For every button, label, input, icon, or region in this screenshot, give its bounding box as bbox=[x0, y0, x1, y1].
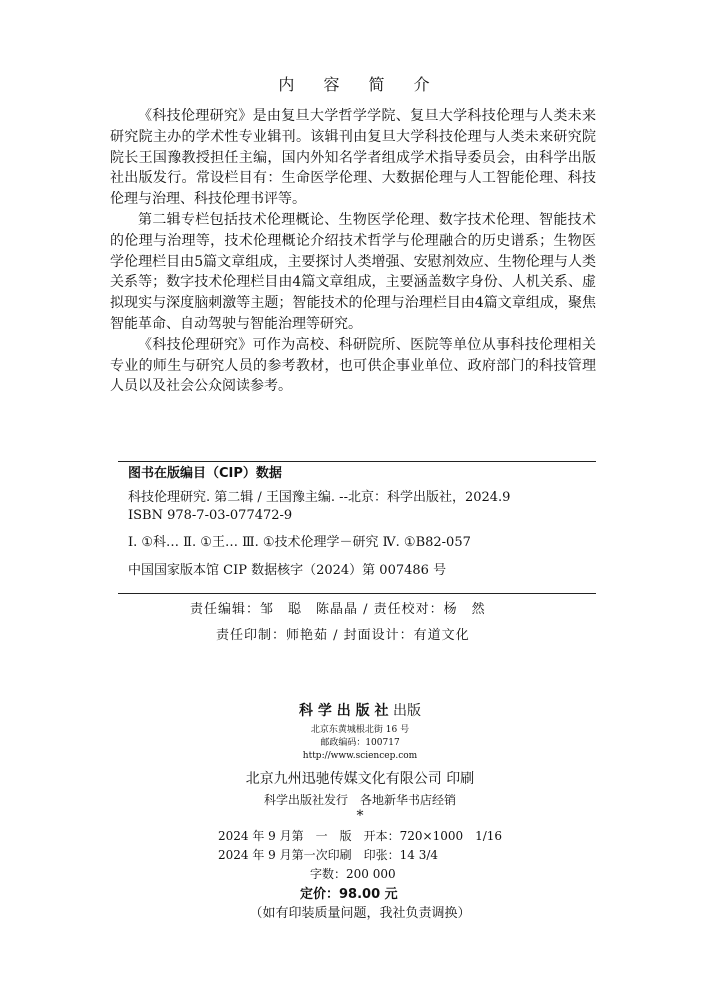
spec-word-count: 字数：200 000 bbox=[310, 867, 396, 881]
cip-classification: Ⅰ. ①科… Ⅱ. ①王… Ⅲ. ①技术伦理学－研究 Ⅳ. ①B82-057 bbox=[128, 535, 471, 550]
cip-bottom-rule bbox=[118, 593, 596, 594]
cip-approval-number: 中国国家版本馆 CIP 数据核字（2024）第 007486 号 bbox=[128, 563, 447, 578]
spec-print: 2024 年 9 月第一次印刷 印张：14 3/4 bbox=[218, 848, 439, 862]
summary-paragraph-2: 第二辑专栏包括技术伦理概论、生物医学伦理、数字技术伦理、智能技术的伦理与治理等，技术伦理概论介绍技术哲学与伦理融合的历史谱系；生物医学伦理栏目由5篇文章组成，主要探讨人类增强、安慰剂效应、生物伦理与人类关系等；数字技术伦理栏目由4篇文章组成，主要涵盖数字身份、人机关系、虚拟现实与深度脑刺激等主题；智能技术的伦理与治理栏目由4篇文章组成，聚焦智能革命、自动驾驶与智能治理等研究。 bbox=[110, 211, 596, 332]
publisher-address: 北京东黄城根北街 16 号 bbox=[310, 725, 410, 735]
cip-title-line: 科技伦理研究. 第二辑 / 王国豫主编. --北京：科学出版社，2024.9 bbox=[128, 490, 511, 505]
summary-section bbox=[110, 106, 596, 397]
summary-paragraph-1: 《科技伦理研究》是由复旦大学哲学学院、复旦大学科技伦理与人类未来研究院主办的学术性专业辑刊。该辑刊由复旦大学科技伦理与人类未来研究院院长王国豫教授担任主编，国内外知名学者组成学术指导委员会，由科学出版社出版发行。常设栏目有：生命医学伦理、大数据伦理与人工智能伦理、科技伦理与治理、科技伦理书评等。 bbox=[110, 108, 596, 208]
editor-credits-line-2: 责任印制：师艳茹 / 封面设计：有道文化 bbox=[216, 628, 470, 643]
cip-top-rule bbox=[118, 461, 596, 462]
publisher-name: 科 学 出 版 社 bbox=[299, 703, 389, 719]
asterisk-separator: * bbox=[356, 808, 364, 824]
cip-block bbox=[128, 463, 588, 580]
distribution-line: 科学出版社发行 各地新华书店经销 bbox=[263, 793, 456, 807]
printer-line: 北京九州迅驰传媒文化有限公司 印刷 bbox=[245, 771, 475, 787]
cip-heading: 图书在版编目（CIP）数据 bbox=[128, 466, 282, 481]
publisher-url: http://www.sciencep.com bbox=[302, 751, 418, 761]
spec-notice: （如有印装质量问题，我社负责调换） bbox=[249, 906, 471, 921]
summary-paragraph-3: 《科技伦理研究》可作为高校、科研院所、医院等单位从事科技伦理相关专业的师生与研究人员的参考教材，也可供企事业单位、政府部门的科技管理人员以及社会公众阅读参考。 bbox=[110, 336, 596, 395]
publisher-block bbox=[0, 700, 720, 823]
publisher-postcode: 邮政编码：100717 bbox=[320, 738, 400, 748]
page-title: 内 容 简 介 bbox=[278, 75, 442, 94]
spec-edition: 2024 年 9 月第 一 版 开本：720×1000 1/16 bbox=[218, 829, 503, 843]
cip-isbn: ISBN 978-7-03-077472-9 bbox=[128, 508, 293, 523]
publisher-name-line bbox=[0, 700, 720, 720]
publisher-name-suffix: 出版 bbox=[388, 703, 421, 719]
spec-price: 定价：98.00 元 bbox=[300, 887, 398, 902]
editor-credits-line-1: 责任编辑：邹 聪 陈晶晶 / 责任校对：杨 然 bbox=[190, 602, 486, 617]
